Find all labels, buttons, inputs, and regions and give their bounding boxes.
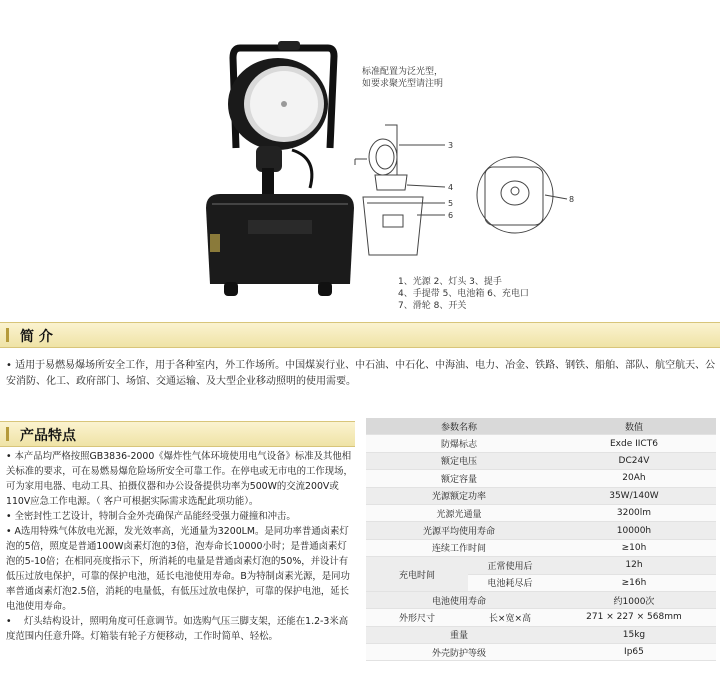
charge-time-label: 充电时间 <box>366 557 468 592</box>
table-row <box>366 452 716 469</box>
param-value: 10000h <box>552 522 716 539</box>
features-list <box>6 449 356 644</box>
legend-line: 4、手提带 5、电池箱 6、充电口 <box>398 289 529 299</box>
param-value: 3200lm <box>552 504 716 521</box>
param-name: 光源平均使用寿命 <box>366 522 552 539</box>
param-name: 额定容量 <box>366 470 552 487</box>
table-row <box>366 504 716 521</box>
intro-text: • 适用于易燃易爆场所安全工作，用于各种室内，外工作场所。中国煤炭行业、中石油、中石化、中海油、电力、冶金、铁路、钢铁、船舶、部队、航空航天、公安消防、化工、政府部门、场馆、交通运输、及大型企业移动照明的使用需要。 <box>6 360 716 387</box>
config-note <box>362 66 443 90</box>
feature-item: • 灯头结构设计，照明角度可任意调节。如选购气压三脚支架，还能在1.2-3米高度范围内任意升降。灯箱装有轮子方便移动，工作时简单、轻松。 <box>6 616 349 642</box>
feature-item: • 本产品均严格按照GB3836-2000《爆炸性气体环境使用电气设备》标准及其他相关标准的要求，可在易燃易爆危险场所安全可靠工作。在停电或无市电的工作现场，可为家用电器、电动工具、拍摄仪器和办公设备提供功率为500W的交流200V或110V应急工作电源。（ 客户可根据实际需求选配此项功能）。 <box>6 451 353 507</box>
param-name: 连续工作时间 <box>366 539 552 556</box>
param-value: Exde IICT6 <box>552 435 716 452</box>
table-row <box>366 626 716 643</box>
param-name: 外壳防护等级 <box>366 644 552 661</box>
param-value: ≥10h <box>552 539 716 556</box>
callout-5: 5 <box>448 199 454 208</box>
table-row <box>366 487 716 504</box>
param-value: 约1000次 <box>552 591 716 608</box>
callout-8: 8 <box>569 195 575 204</box>
bar-marker <box>6 328 9 342</box>
intro-title: 简 介 <box>20 329 53 345</box>
param-name: 额定电压 <box>366 452 552 469</box>
callout-6: 6 <box>448 211 454 220</box>
table-row <box>366 539 716 556</box>
table-header-row <box>366 418 716 435</box>
features-section-bar <box>0 421 355 447</box>
param-name: 正常使用后 <box>468 557 552 574</box>
product-photo <box>200 38 360 300</box>
table-row <box>366 435 716 452</box>
param-name: 光源额定功率 <box>366 487 552 504</box>
legend-line: 7、滑轮 8、开关 <box>398 301 467 311</box>
features-title: 产品特点 <box>20 428 76 444</box>
spec-table <box>366 418 716 661</box>
size-label: 外形尺寸 <box>366 609 468 626</box>
header-param: 参数名称 <box>366 418 552 435</box>
table-row <box>366 644 716 661</box>
param-value: 271 × 227 × 568mm <box>552 609 716 626</box>
table-row <box>366 522 716 539</box>
param-value: Ip65 <box>552 644 716 661</box>
intro-section-bar <box>0 322 720 348</box>
callout-4: 4 <box>448 183 454 192</box>
feature-item: • 全密封性工艺设计，特制合金外壳确保产品能经受强力碰撞和冲击。 <box>6 511 296 522</box>
bar-marker <box>6 427 9 441</box>
note-line-2: 如要求聚光型请注明 <box>362 79 444 89</box>
param-value: ≥16h <box>552 574 716 591</box>
table-row <box>366 591 716 608</box>
table-row <box>366 470 716 487</box>
param-name: 重量 <box>366 626 552 643</box>
param-value: 12h <box>552 557 716 574</box>
table-row <box>366 609 716 626</box>
callout-3: 3 <box>448 141 454 150</box>
param-value: 20Ah <box>552 470 716 487</box>
param-value: 35W/140W <box>552 487 716 504</box>
param-value: DC24V <box>552 452 716 469</box>
param-name: 光源光通量 <box>366 504 552 521</box>
parts-legend <box>398 276 529 312</box>
param-name: 电池使用寿命 <box>366 591 552 608</box>
param-name: 电池耗尽后 <box>468 574 552 591</box>
param-name: 长×宽×高 <box>468 609 552 626</box>
note-line-1: 标准配置为泛光型， <box>362 67 444 77</box>
header-value: 数值 <box>552 418 716 435</box>
param-name: 防爆标志 <box>366 435 552 452</box>
table-row <box>366 557 716 574</box>
feature-item: • A选用特殊气体放电光源，发光效率高，光通量为3200LM。是同功率普通卤素灯泡的5倍，照度是普通100W卤素灯泡的3倍，泡寿命长10000小时；是普通卤素灯泡的5-10倍；在相同亮度指示下，所消耗的电量是普通卤素灯泡的50%，并设计有低压过放电保护，可靠的保护电池，延长电池使用寿命。B为特制卤素光源，是同功率普通卤素灯泡2.5倍，消耗的电量低，有低压过放电保护，可靠的保护电池，延长电池使用寿命。 <box>6 526 350 612</box>
param-value: 15kg <box>552 626 716 643</box>
legend-line: 1、光源 2、灯头 3、提手 <box>398 277 502 287</box>
